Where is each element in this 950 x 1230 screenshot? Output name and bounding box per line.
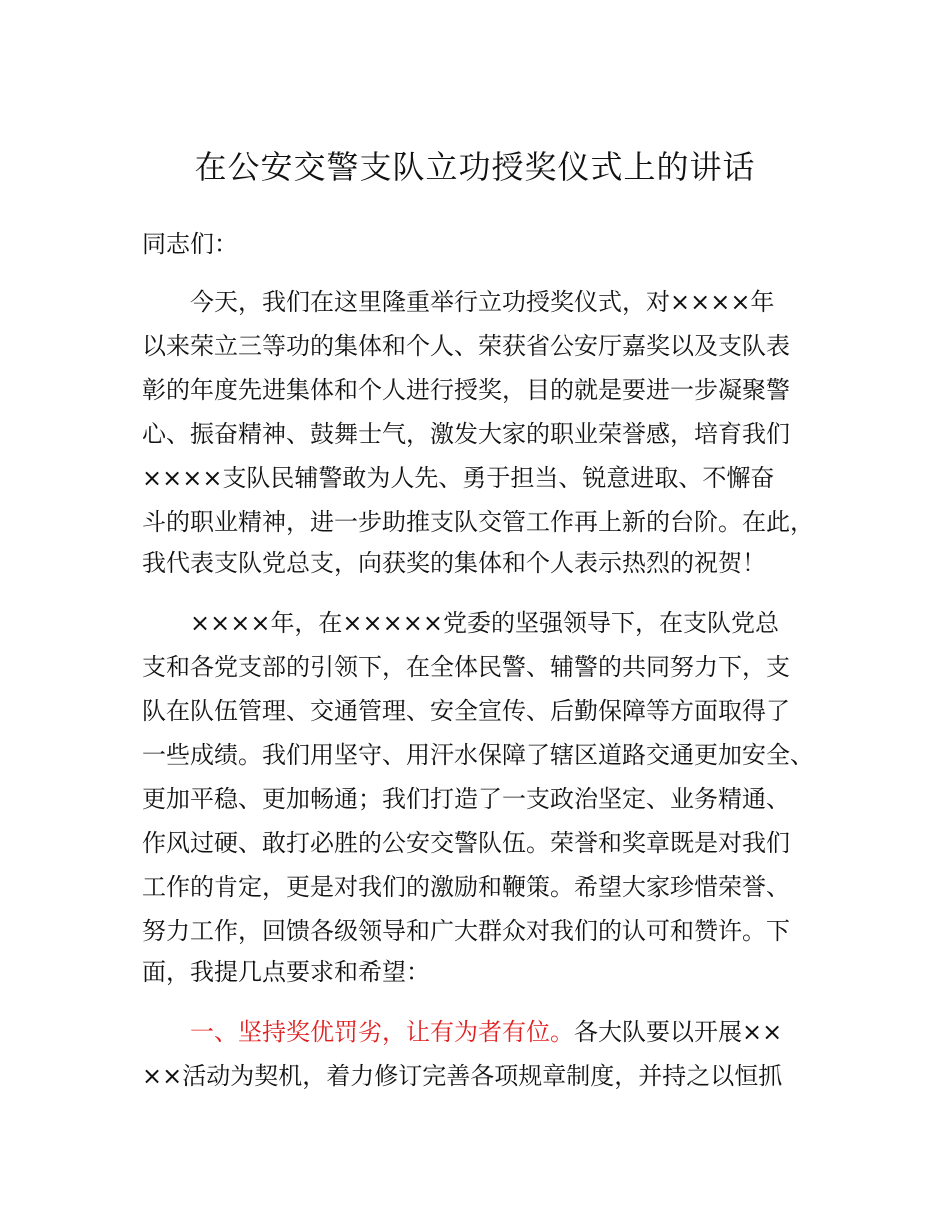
paragraph-3-text: 各大队要以开展×× — [574, 1018, 783, 1046]
section-heading: 一、坚持奖优罚劣，让有为者有位。 — [190, 1018, 574, 1046]
document-title: 在公安交警支队立功授奖仪式上的讲话 — [194, 148, 756, 186]
paragraph-2-line: 队在队伍管理、交通管理、安全宣传、后勤保障等方面取得了 — [142, 697, 790, 725]
paragraph-1-line: 彰的年度先进集体和个人进行授奖，目的就是要进一步凝聚警 — [142, 376, 790, 404]
paragraph-1-line: 斗的职业精神，进一步助推支队交管工作再上新的台阶。在此， — [142, 508, 814, 536]
paragraph-1-line: 心、振奋精神、鼓舞士气，激发大家的职业荣誉感，培育我们 — [142, 420, 790, 448]
paragraph-2-line: 作风过硬、敢打必胜的公安交警队伍。荣誉和奖章既是对我们 — [142, 829, 790, 857]
paragraph-3-line — [190, 1010, 782, 1054]
paragraph-2-line: 努力工作，回馈各级领导和广大群众对我们的认可和赞许。下 — [142, 917, 790, 945]
paragraph-1-line: ××××支队民辅警敢为人先、勇于担当、锐意进取、不懈奋 — [142, 464, 775, 492]
paragraph-2-line: 一些成绩。我们用坚守、用汗水保障了辖区道路交通更加安全、 — [142, 741, 814, 769]
paragraph-1-line: 我代表支队党总支，向获奖的集体和个人表示热烈的祝贺！ — [142, 549, 766, 577]
paragraph-2-line: 工作的肯定，更是对我们的激励和鞭策。希望大家珍惜荣誉、 — [142, 873, 790, 901]
paragraph-1-line: 以来荣立三等功的集体和个人、荣获省公安厅嘉奖以及支队表 — [142, 332, 790, 360]
paragraph-3-line: ××活动为契机，着力修订完善各项规章制度，并持之以恒抓 — [142, 1062, 783, 1090]
paragraph-2-line: ××××年，在×××××党委的坚强领导下，在支队党总 — [190, 609, 779, 637]
paragraph-2-line: 更加平稳、更加畅通；我们打造了一支政治坚定、业务精通、 — [142, 785, 790, 813]
paragraph-2-line: 支和各党支部的引领下，在全体民警、辅警的共同努力下，支 — [142, 653, 790, 681]
salutation: 同志们： — [142, 230, 238, 258]
paragraph-1-line: 今天，我们在这里隆重举行立功授奖仪式，对××××年 — [190, 288, 775, 316]
paragraph-2-line: 面，我提几点要求和希望： — [142, 958, 430, 986]
